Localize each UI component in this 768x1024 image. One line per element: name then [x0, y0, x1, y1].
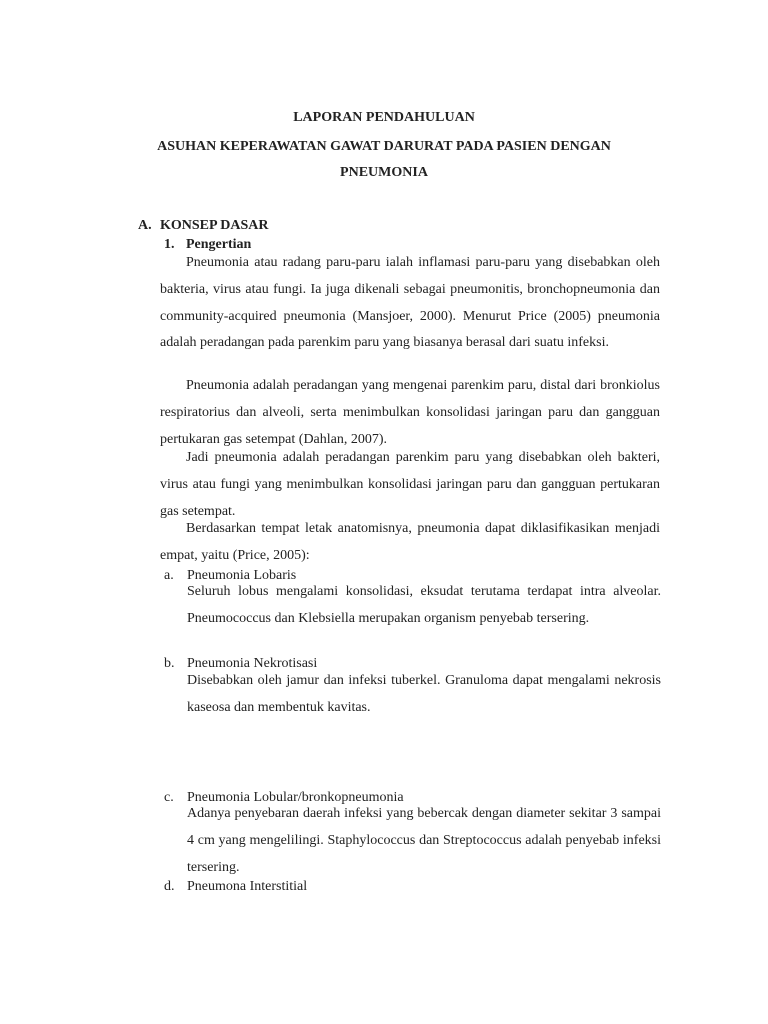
paragraph-1: [160, 250, 660, 357]
title-line-3: PNEUMONIA: [340, 165, 428, 180]
section-title: KONSEP DASAR: [160, 218, 269, 233]
paragraph-text: Jadi pneumonia adalah peradangan parenkim paru yang disebabkan oleh bakteri, virus atau fungi yang menimbulkan konsolidasi jaringan paru dan gangguan pertukaran gas setempat.: [160, 450, 660, 519]
paragraph-4: [160, 516, 660, 570]
list-marker: c.: [164, 790, 174, 805]
title-line-1: LAPORAN PENDAHULUAN: [293, 110, 475, 125]
section-heading-a: [138, 218, 269, 234]
list-item-label: Pneumonia Lobaris: [187, 568, 297, 583]
list-item-c-text: Adanya penyebaran daerah infeksi yang bebercak dengan diameter sekitar 3 sampai 4 cm yang mengelilingi. Staphylococcus dan Streptococcus adalah penyebab infeksi tersering.: [187, 806, 661, 875]
section-marker: A.: [138, 218, 152, 233]
subsection-title: Pengertian: [186, 237, 252, 252]
title-line-2: ASUHAN KEPERAWATAN GAWAT DARURAT PADA PASIEN DENGAN: [157, 139, 611, 154]
subsection-marker: 1.: [164, 237, 175, 252]
list-item-label: Pneumonia Nekrotisasi: [187, 656, 318, 671]
list-marker: b.: [164, 656, 175, 671]
list-item-label: Pneumonia Lobular/bronkopneumonia: [187, 790, 404, 805]
list-item-b-text: Disebabkan oleh jamur dan infeksi tuberkel. Granuloma dapat mengalami nekrosis kaseosa dan membentuk kavitas.: [187, 673, 661, 715]
paragraph-text: Pneumonia adalah peradangan yang mengenai parenkim paru, distal dari bronkiolus respiratorius dan alveoli, serta menimbulkan konsolidasi jaringan paru dan gangguan pertukaran gas setempat (Dahlan, 2007).: [160, 378, 660, 447]
paragraph-text: Berdasarkan tempat letak anatomisnya, pneumonia dapat diklasifikasikan menjadi empat, yaitu (Price, 2005):: [160, 521, 660, 563]
paragraph-3: [160, 445, 660, 525]
list-item-d: [164, 879, 307, 895]
list-item-label: Pneumona Interstitial: [187, 879, 308, 894]
list-marker: a.: [164, 568, 174, 583]
list-marker: d.: [164, 879, 175, 894]
paragraph-text: Pneumonia atau radang paru-paru ialah inflamasi paru-paru yang disebabkan oleh bakteria, virus atau fungi. Ia juga dikenali sebagai pneumonitis, bronchopneumonia dan community-acquired pneumonia (Mansjoer, 2000). Menurut Price (2005) pneumonia adalah peradangan pada parenkim paru yang biasanya berasal dari suatu infeksi.: [160, 255, 660, 351]
list-item-a-text: Seluruh lobus mengalami konsolidasi, eksudat terutama terdapat intra alveolar. Pneumococcus dan Klebsiella merupakan organism penyebab tersering.: [187, 584, 661, 626]
paragraph-2: [160, 373, 660, 453]
